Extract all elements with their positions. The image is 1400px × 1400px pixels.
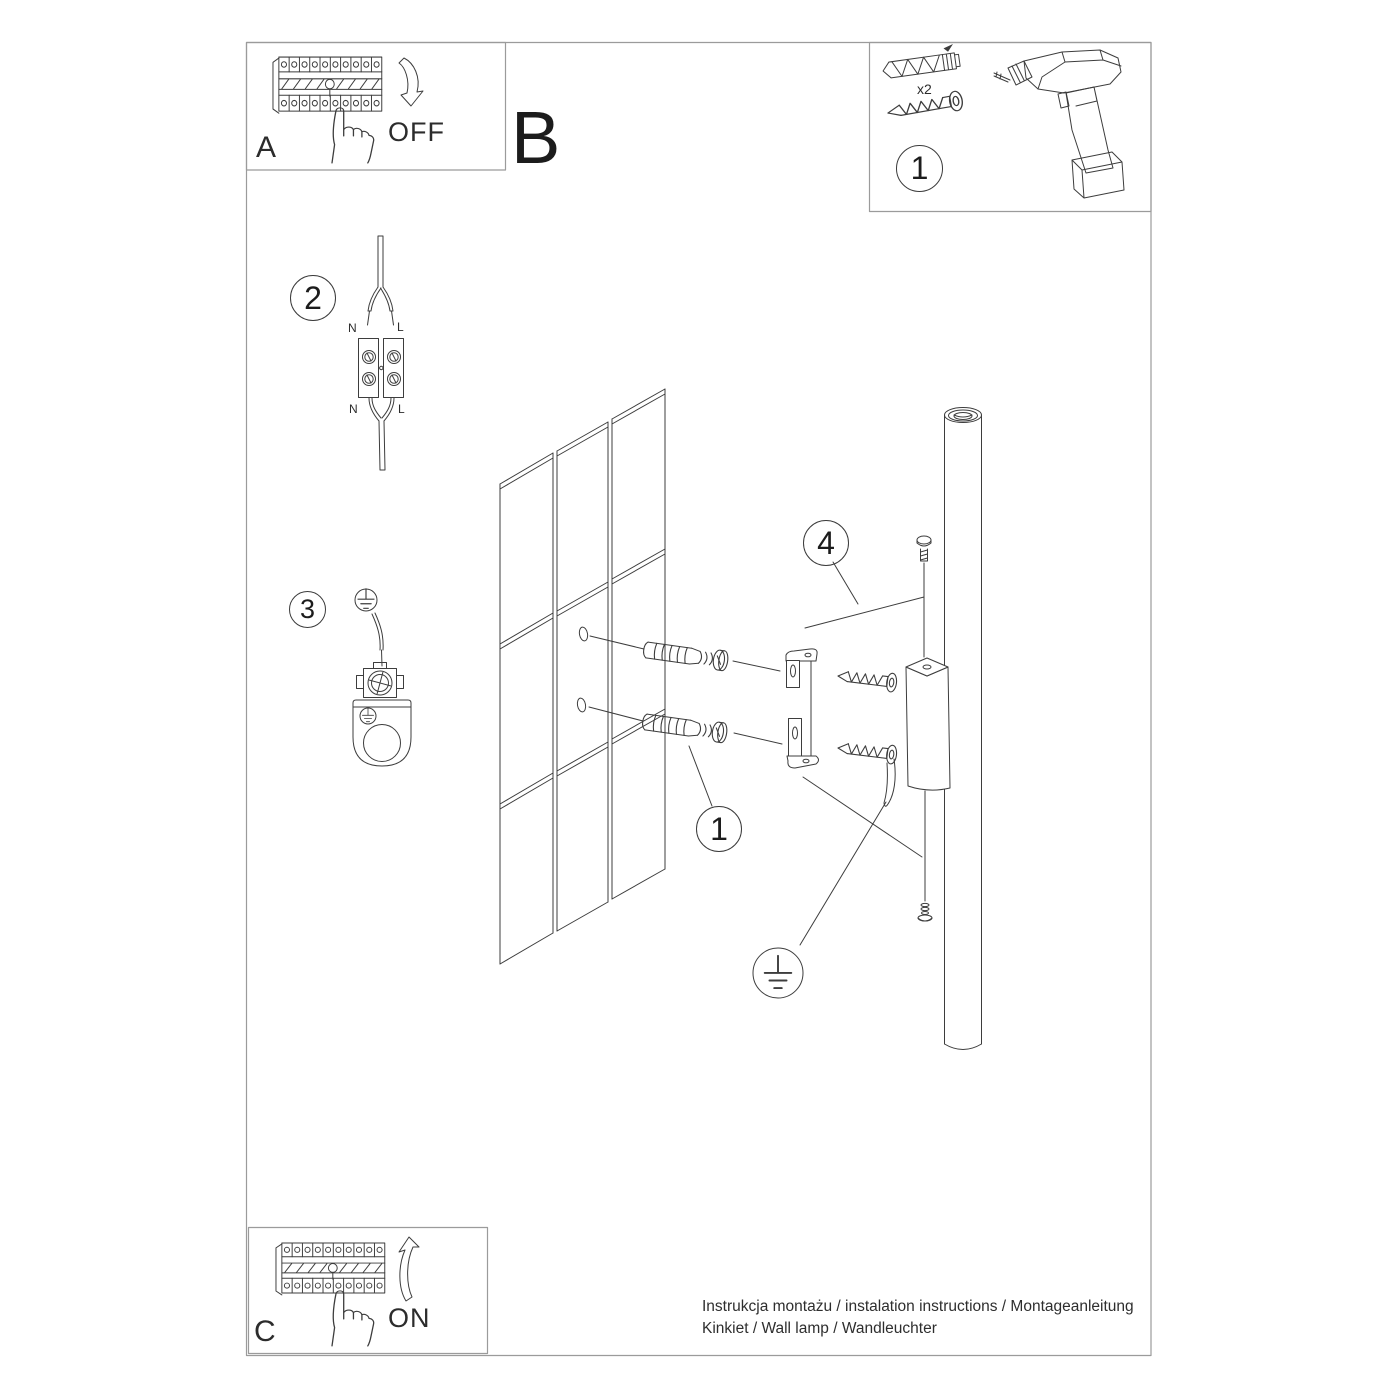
footer-line-2: Kinkiet / Wall lamp / Wandleuchter bbox=[702, 1319, 937, 1337]
panel-c-frame bbox=[249, 1228, 488, 1354]
step-1-tools-badge: 1 bbox=[896, 145, 943, 192]
wire-label-n-top: N bbox=[348, 321, 357, 335]
power-on-label: ON bbox=[388, 1303, 431, 1333]
arrow-up-icon bbox=[399, 1237, 419, 1301]
mounting-bracket bbox=[786, 649, 819, 768]
panel-c-label: C bbox=[254, 1315, 276, 1348]
wall-plug-icon bbox=[641, 712, 728, 744]
cable-terminal-diagram bbox=[359, 236, 404, 470]
hand-icon bbox=[332, 1291, 374, 1346]
drill-hole bbox=[578, 626, 588, 641]
step-1-main-badge: 1 bbox=[696, 806, 742, 852]
power-cord bbox=[884, 759, 895, 806]
leader-lines bbox=[589, 562, 925, 945]
wire-label-n-bottom: N bbox=[349, 402, 358, 416]
ground-icon bbox=[362, 708, 373, 722]
earth-connection-diagram bbox=[353, 589, 411, 766]
wall-tiles bbox=[500, 389, 665, 964]
drill-icon bbox=[994, 50, 1124, 198]
lamp-housing bbox=[906, 658, 950, 790]
wall-plug-icon bbox=[881, 43, 961, 78]
anchor-quantity-label: x2 bbox=[917, 81, 932, 97]
screw-icon bbox=[837, 739, 898, 765]
wall-plug-icon bbox=[642, 640, 729, 672]
step-4-badge: 4 bbox=[803, 520, 849, 566]
hand-icon bbox=[332, 108, 374, 163]
fixing-screw-top bbox=[917, 536, 931, 561]
panel-a-label: A bbox=[256, 131, 277, 164]
power-off-label: OFF bbox=[388, 117, 445, 147]
lamp-tube bbox=[945, 408, 982, 1050]
page-border bbox=[247, 43, 1152, 1356]
footer-text bbox=[702, 1296, 1134, 1339]
fixing-screw-bottom bbox=[918, 903, 932, 921]
step-3-badge: 3 bbox=[289, 591, 326, 628]
screw-icon bbox=[837, 667, 898, 693]
drill-hole bbox=[576, 697, 586, 712]
wire-label-l-bottom: L bbox=[398, 402, 405, 416]
step-2-badge: 2 bbox=[290, 275, 336, 321]
footer-line-1: Instrukcja montażu / instalation instructions / Montageanleitung bbox=[702, 1298, 1134, 1315]
wire-label-l-top: L bbox=[397, 320, 404, 334]
ground-icon bbox=[358, 589, 374, 609]
ground-icon bbox=[753, 948, 803, 998]
arrow-down-icon bbox=[399, 58, 423, 106]
section-b-label: B bbox=[511, 96, 561, 179]
